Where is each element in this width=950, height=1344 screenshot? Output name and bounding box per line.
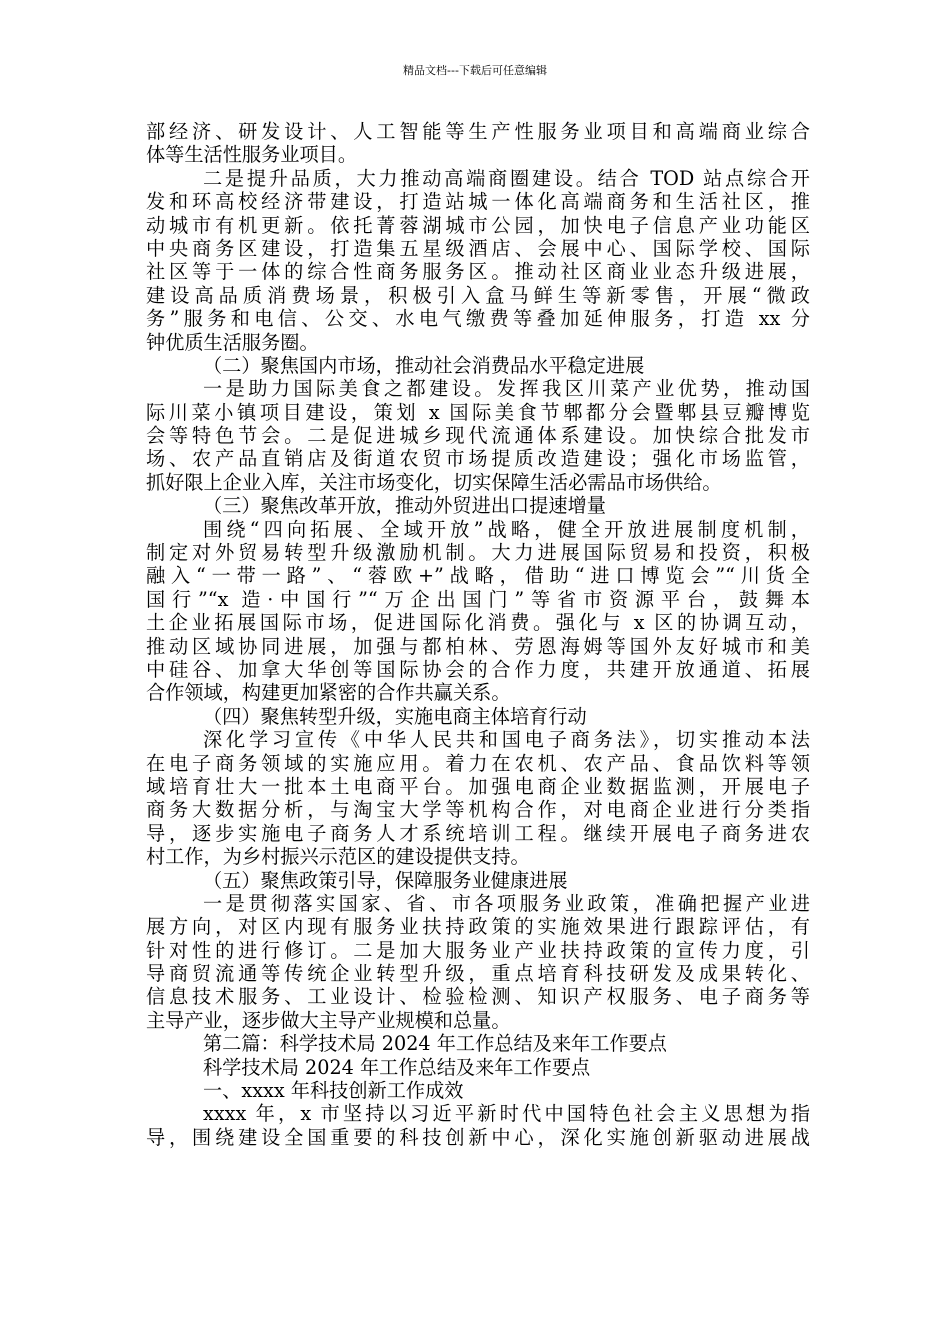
text-line: 钟优质生活服务圈。 [146, 330, 319, 354]
text-line: 务”服务和电信、公交、水电气缴费等叠加延伸服务，打造 xx 分 [146, 307, 810, 331]
text-line: 主导产业，逐步做大主导产业规模和总量。 [146, 1008, 511, 1032]
text-line: 土企业拓展国际市场，促进国际化消费。强化与 x 区的协调互动， [146, 611, 810, 635]
text-line: （四）聚焦转型升级，实施电商主体培育行动 [203, 704, 587, 728]
text-line: 导商贸流通等传统企业转型升级，重点培育科技研发及成果转化、 [146, 962, 810, 986]
text-line: 商务大数据分析，与淘宝大学等机构合作，对电商企业进行分类指 [146, 798, 810, 822]
text-line: 域培育壮大一批本土电商平台。加强电商企业数据监测，开展电子 [146, 774, 810, 798]
text-line: 抓好限上企业入库，关注市场变化，切实保障生活必需品市场供给。 [146, 470, 722, 494]
text-line: 融入“一带一路”、“蓉欧+”战略，借助“进口博览会”“川货全 [146, 564, 810, 588]
text-line: 发和环高校经济带建设，打造站城一体化高端商务和生活社区，推 [146, 190, 810, 214]
page-header: 精品文档---下载后可任意编辑 [403, 64, 547, 77]
text-line: 制定对外贸易转型升级激励机制。大力进展国际贸易和投资，积极 [146, 541, 810, 565]
text-line: （二）聚焦国内市场，推动社会消费品水平稳定进展 [203, 353, 645, 377]
text-line: 推动区域协同进展，加强与都柏林、劳恩海姆等国外友好城市和美 [146, 634, 810, 658]
text-line: 导，围绕建设全国重要的科技创新中心，深化实施创新驱动进展战 [146, 1125, 810, 1149]
text-line: （五）聚焦政策引导，保障服务业健康进展 [203, 868, 568, 892]
text-line: 一是贯彻落实国家、省、市各项服务业政策，准确把握产业进 [203, 891, 810, 915]
text-line: 社区等于一体的综合性商务服务区。推动社区商业业态升级进展， [146, 260, 810, 284]
text-line: 导，逐步实施电子商务人才系统培训工程。继续开展电子商务进农 [146, 821, 810, 845]
text-line: 展方向，对区内现有服务业扶持政策的实施效果进行跟踪评估，有 [146, 915, 810, 939]
text-line: 在电子商务领域的实施应用。着力在农机、农产品、食品饮料等领 [146, 751, 810, 775]
text-line: 一、xxxx 年科技创新工作成效 [203, 1079, 464, 1103]
text-line: 部经济、研发设计、人工智能等生产性服务业项目和高端商业综合 [146, 120, 810, 143]
text-line: （三）聚焦改革开放，推动外贸进出口提速增量 [203, 494, 606, 518]
text-line: 场、农产品直销店及街道农贸市场提质改造建设；强化市场监管， [146, 447, 810, 471]
text-line: 国行”“x 造·中国行”“万企出国门”等省市资源平台，鼓舞本 [146, 587, 810, 611]
text-line: 科学技术局 2024 年工作总结及来年工作要点 [203, 1055, 591, 1079]
text-line: 建设高品质消费场景，积极引入盒马鲜生等新零售，开展“微政 [146, 283, 810, 307]
text-line: 合作领域，构建更加紧密的合作共赢关系。 [146, 681, 511, 705]
text-line: 一是助力国际美食之都建设。发挥我区川菜产业优势，推动国 [203, 377, 810, 401]
text-line: 针对性的进行修订。二是加大服务业产业扶持政策的宣传力度，引 [146, 938, 810, 962]
text-line: 中硅谷、加拿大华创等国际协会的合作力度，共建开放通道、拓展 [146, 657, 810, 681]
text-line: 围绕“四向拓展、全域开放”战略，健全开放进展制度机制， [203, 517, 810, 541]
text-line: 二是提升品质，大力推动高端商圈建设。结合 TOD 站点综合开 [203, 166, 810, 190]
text-line: 信息技术服务、工业设计、检验检测、知识产权服务、电子商务等 [146, 985, 810, 1009]
text-line: xxxx 年，x 市坚持以习近平新时代中国特色社会主义思想为指 [203, 1102, 810, 1126]
text-line: 动城市有机更新。依托菁蓉湖城市公园，加快电子信息产业功能区 [146, 213, 810, 237]
text-line: 际川菜小镇项目建设，策划 x 国际美食节郫都分会暨郫县豆瓣博览 [146, 400, 810, 424]
text-line: 中央商务区建设，打造集五星级酒店、会展中心、国际学校、国际 [146, 236, 810, 260]
document-body [146, 120, 810, 1149]
text-line: 会等特色节会。二是促进城乡现代流通体系建设。加快综合批发市 [146, 424, 810, 448]
text-line: 第二篇：科学技术局 2024 年工作总结及来年工作要点 [203, 1032, 667, 1056]
text-line: 体等生活性服务业项目。 [146, 143, 358, 167]
text-line: 村工作，为乡村振兴示范区的建设提供支持。 [146, 845, 530, 869]
text-line: 深化学习宣传《中华人民共和国电子商务法》，切实推动本法 [203, 728, 810, 752]
